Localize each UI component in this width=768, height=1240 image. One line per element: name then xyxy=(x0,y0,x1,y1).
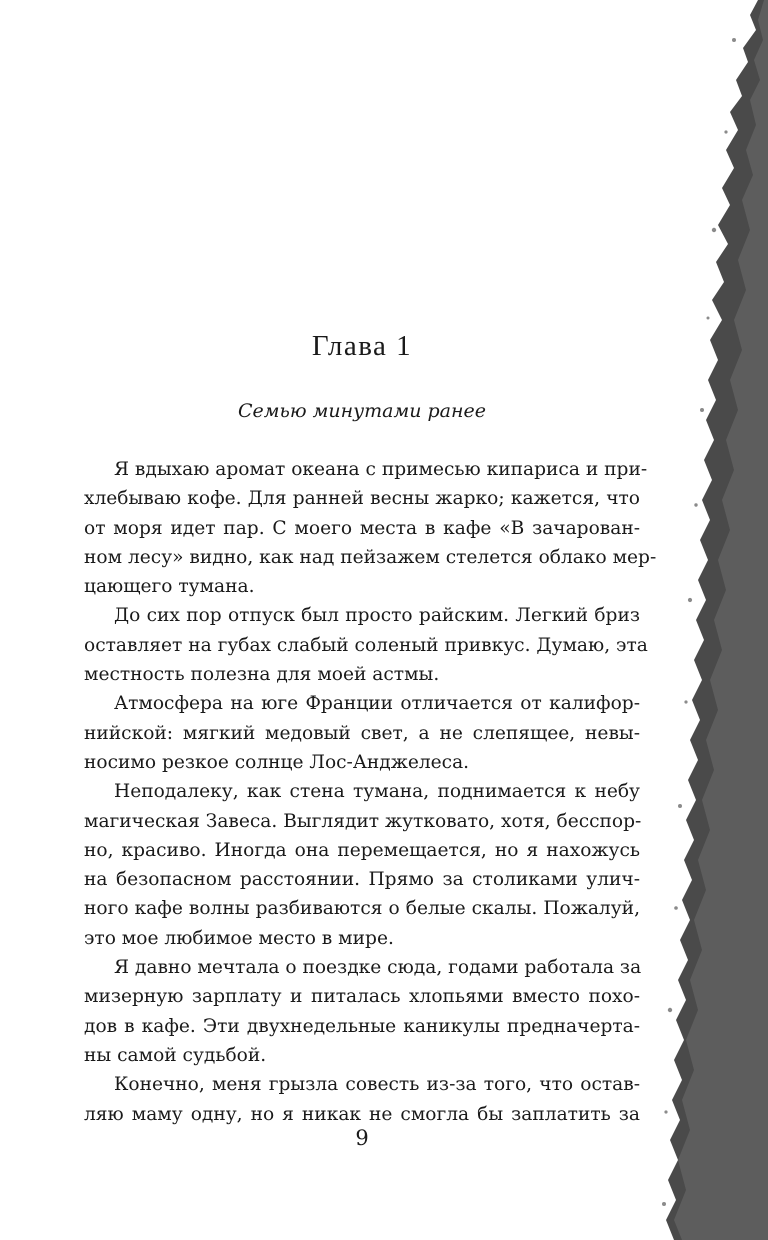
text-line: Я вдыхаю аромат океана с примесью кипариса и при- xyxy=(114,459,648,480)
chapter-title: Глава 1 xyxy=(311,330,413,362)
text-line: цающего тумана. xyxy=(84,576,255,598)
text-line: это мое любимое место в мире. xyxy=(84,927,394,949)
text-line: на безопасном расстоянии. Прямо за столиками улич- xyxy=(84,869,640,891)
text-line: магическая Завеса. Выглядит жутковато, хотя, бесспор- xyxy=(84,810,642,832)
text-line: Неподалеку, как стена тумана, поднимается к небу xyxy=(114,781,640,803)
text-line: ного кафе волны разбиваются о белые скалы. Пожалуй, xyxy=(84,898,640,920)
text-line: нийской: мягкий медовый свет, а не слепящее, невы- xyxy=(84,722,640,744)
text-line: ны самой судьбой. xyxy=(84,1044,267,1066)
text-line: хлебываю кофе. Для ранней весны жарко; кажется, что xyxy=(84,488,640,510)
text-line: оставляет на губах слабый соленый привкус. Думаю, эта xyxy=(84,634,648,656)
text-line: мизерную зарплату и питалась хлопьями вместо похо- xyxy=(84,986,640,1008)
text-line: Я давно мечтала о поездке сюда, годами работала за xyxy=(114,957,642,979)
text-line: ном лесу» видно, как над пейзажем стелется облако мер- xyxy=(84,546,657,568)
text-line: но, красиво. Иногда она перемещается, но я нахожусь xyxy=(84,839,640,861)
text-line: Атмосфера на юге Франции отличается от калифор- xyxy=(114,693,640,715)
chapter-subtitle: Семью минутами ранее xyxy=(237,400,487,422)
torn-ink-edge xyxy=(638,0,768,1240)
text-line: носимо резкое солнце Лос-Анджелеса. xyxy=(84,751,470,773)
text-line: До сих пор отпуск был просто райским. Легкий бриз xyxy=(114,605,640,627)
body-text xyxy=(84,455,657,1129)
page-number: 9 xyxy=(355,1126,369,1150)
text-line: ляю маму одну, но я никак не смогла бы заплатить за xyxy=(84,1103,640,1125)
text-line: местность полезна для моей астмы. xyxy=(84,664,440,686)
text-line: Конечно, меня грызла совесть из-за того, что остав- xyxy=(114,1074,640,1096)
text-line: от моря идет пар. С моего места в кафе «В зачарован- xyxy=(84,517,640,539)
text-line: дов в кафе. Эти двухнедельные каникулы предначерта- xyxy=(84,1015,640,1037)
